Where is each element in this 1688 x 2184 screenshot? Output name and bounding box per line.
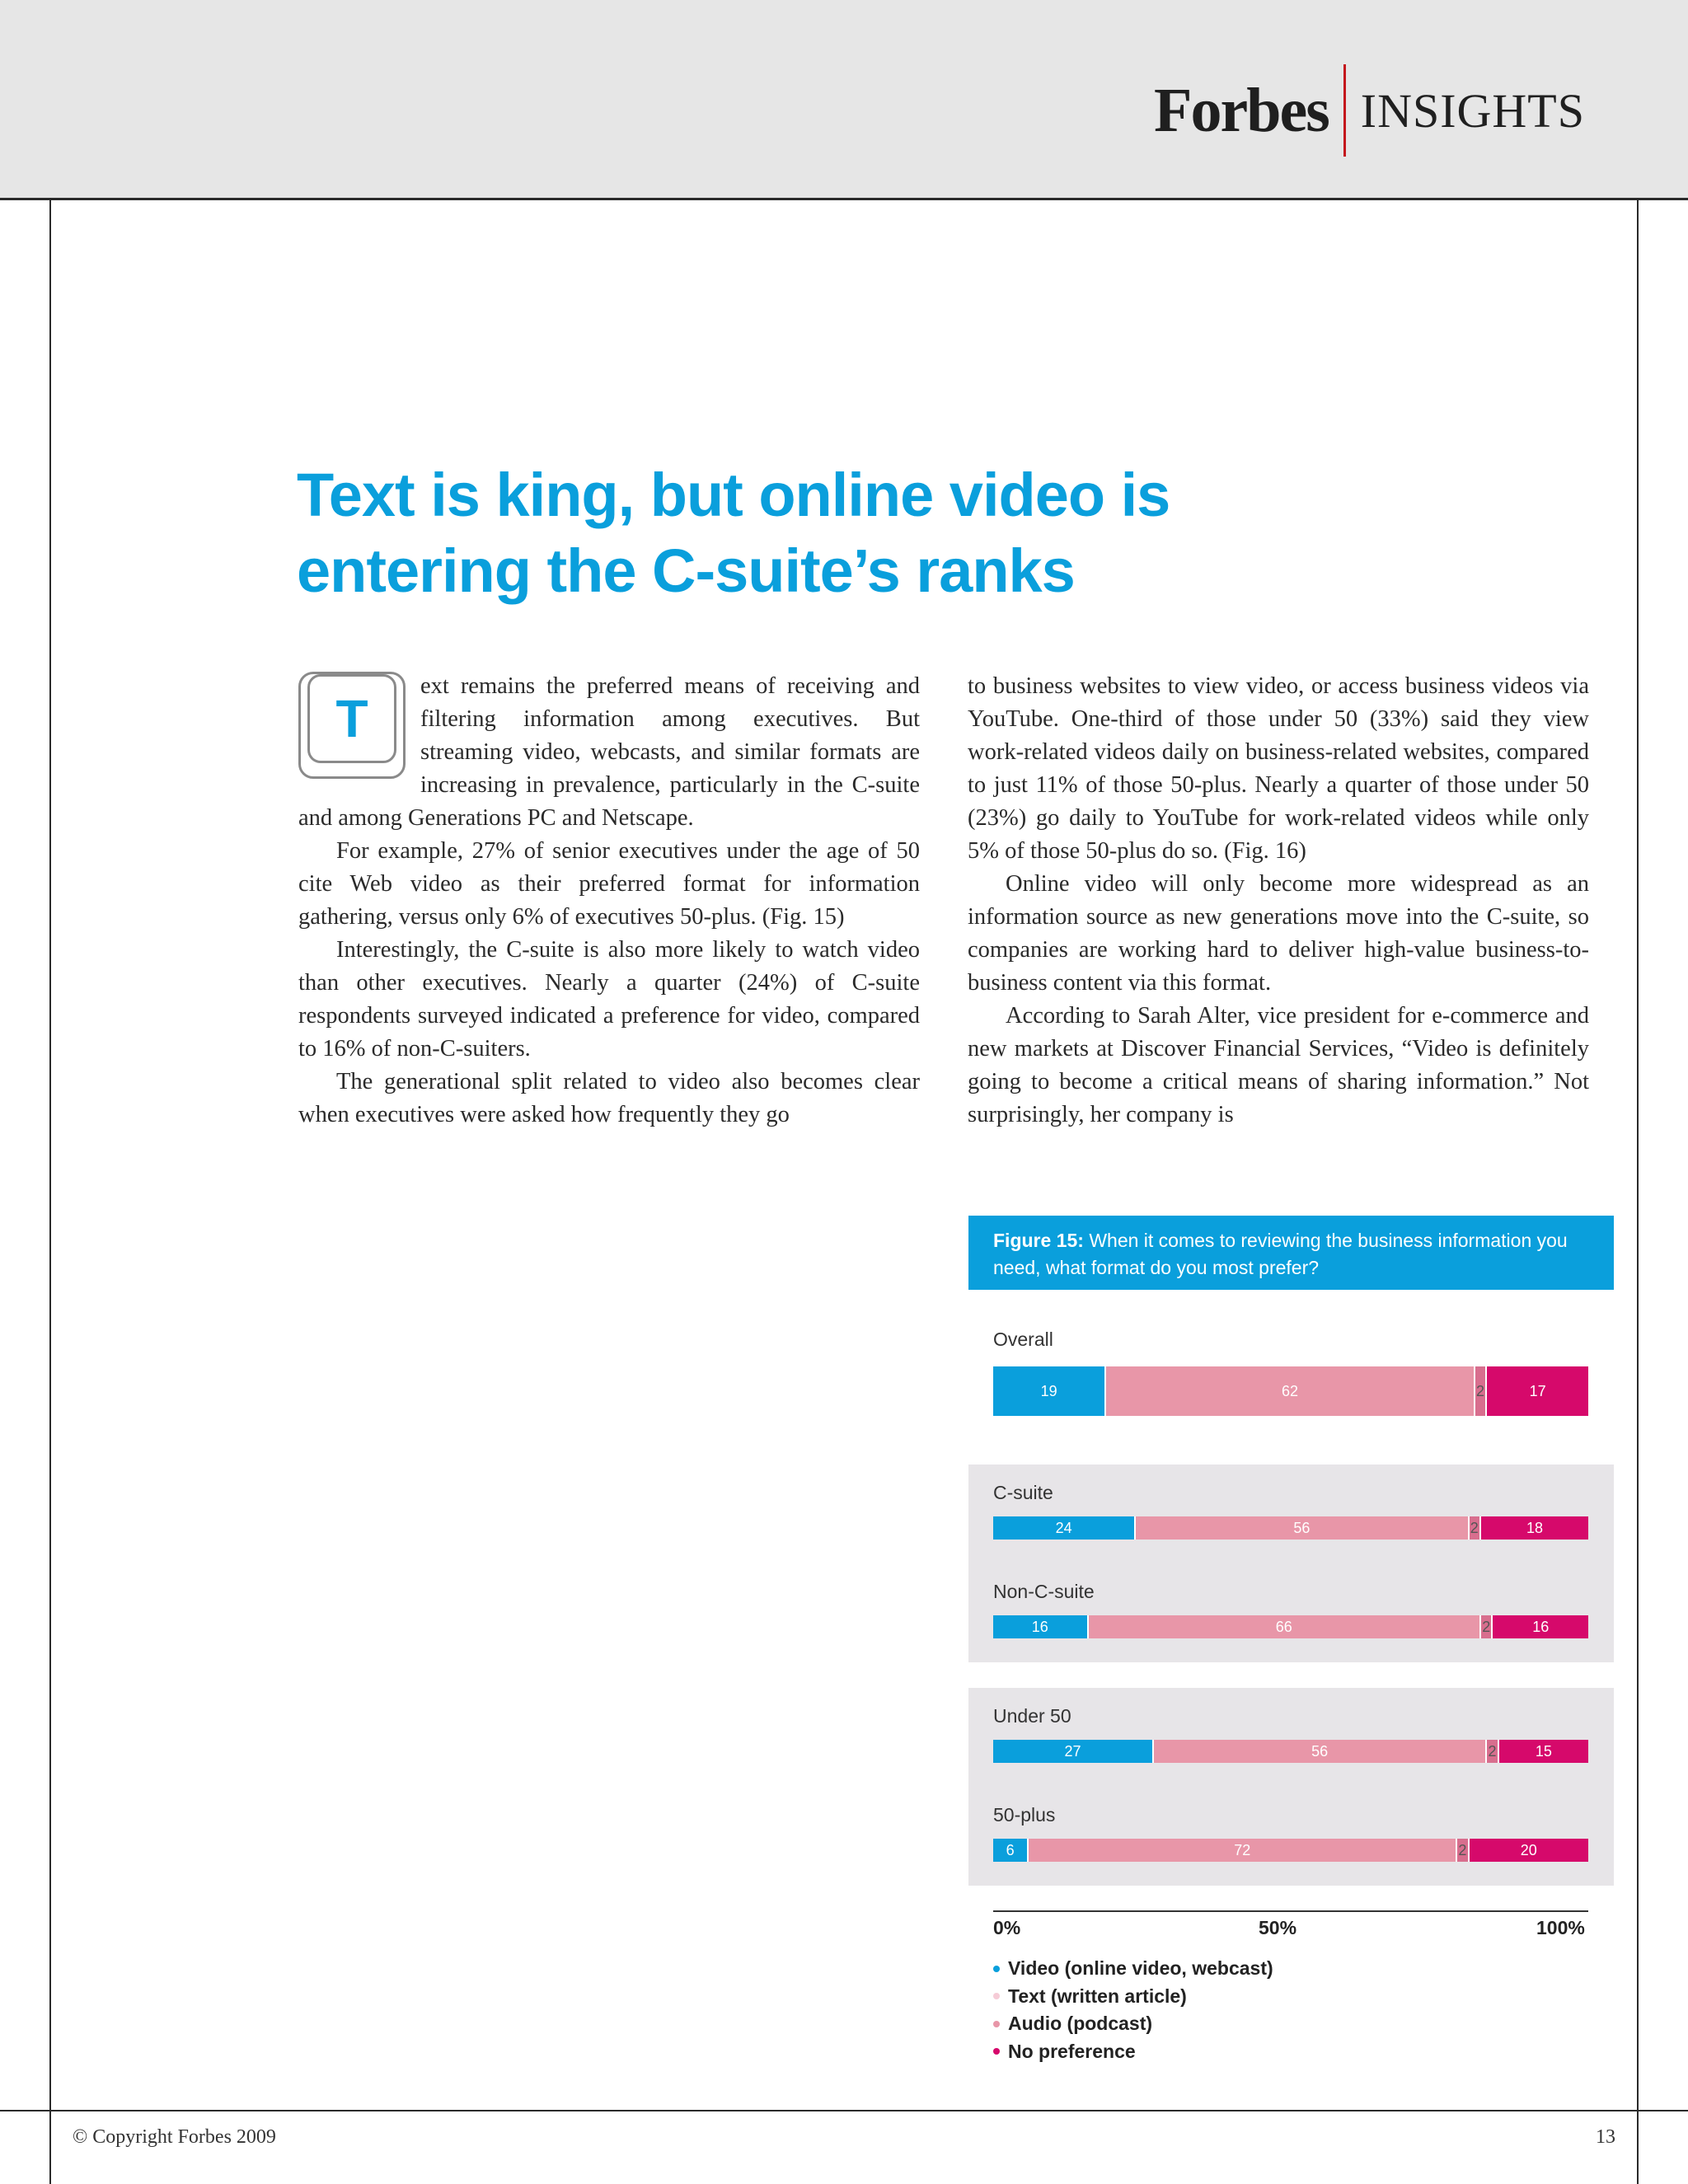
stacked-bar xyxy=(993,1366,1588,1416)
legend-item xyxy=(993,1983,1273,2011)
legend-label: No preference xyxy=(1008,2040,1136,2062)
footer-rule xyxy=(0,2110,1688,2111)
logo-insights: INSIGHTS xyxy=(1360,83,1585,138)
bar-segment: 16 xyxy=(993,1615,1089,1638)
dropcap-letter: T xyxy=(307,674,396,763)
bar-segment: 6 xyxy=(993,1839,1029,1862)
category-label: C-suite xyxy=(993,1482,1053,1503)
frame-left-rule xyxy=(49,198,51,2184)
paragraph: ext remains the preferred means of receiving and filtering information among executives. But streaming video, webcasts, and similar formats are increasing in prevalence, particularly in the C-suite and among Generations PC and Netscape. xyxy=(298,673,920,831)
x-axis-line xyxy=(993,1910,1588,1912)
paragraph: According to Sarah Alter, vice president for e-commerce and new markets at Discover Financial Services, “Video is definitely going to become a critical means of sharing information.” Not surprisingly, her company is xyxy=(968,1003,1589,1127)
legend-label: Text (written article) xyxy=(1008,1985,1187,2007)
bar-segment: 27 xyxy=(993,1740,1154,1763)
forbes-insights-logo xyxy=(1154,64,1585,157)
bar-segment: 2 xyxy=(1475,1366,1487,1416)
page-number: 13 xyxy=(1596,2126,1615,2148)
x-tick-label: 100% xyxy=(1536,1917,1585,1938)
paragraph: to business websites to view video, or access business videos via YouTube. One-third of those under 50 (33%) said they view work-related videos daily on business-related websites, compared to just 11% of those 50-plus. Nearly a quarter of those under 50 (23%) go daily to YouTube for work-related videos while only 5% of those 50-plus do so. (Fig. 16) xyxy=(968,673,1589,864)
frame-right-rule xyxy=(1637,198,1639,2184)
bar-segment: 18 xyxy=(1481,1516,1588,1540)
stacked-bar xyxy=(993,1516,1588,1540)
legend-swatch xyxy=(993,2048,1000,2055)
paragraph: Interestingly, the C-suite is also more likely to watch video than other executives. Nearly a quarter (24%) of C-suite respondents surveyed indicated a preference for video, compared to 16% of non-C-suiters. xyxy=(298,937,920,1062)
legend-label: Audio (podcast) xyxy=(1008,2013,1153,2035)
category-label: Overall xyxy=(993,1329,1053,1350)
stacked-bar xyxy=(993,1615,1588,1638)
bar-segment: 20 xyxy=(1470,1839,1588,1862)
paragraph: For example, 27% of senior executives under the age of 50 cite Web video as their preferred format for information gathering, versus only 6% of executives 50-plus. (Fig. 15) xyxy=(298,838,920,930)
body-column-right xyxy=(968,670,1589,1132)
bar-segment: 62 xyxy=(1106,1366,1475,1416)
category-label: 50-plus xyxy=(993,1804,1056,1825)
legend-swatch xyxy=(993,1966,1000,1972)
bar-segment: 72 xyxy=(1029,1839,1457,1862)
paragraph: The generational split related to video also becomes clear when executives were asked how frequently they go xyxy=(298,1069,920,1127)
dropcap-frame xyxy=(298,672,406,779)
header-band xyxy=(0,0,1688,200)
figure-label: Figure 15: xyxy=(993,1230,1084,1251)
legend-item xyxy=(993,2038,1273,2066)
x-tick-label: 0% xyxy=(993,1917,1021,1938)
x-tick-label: 50% xyxy=(1259,1917,1297,1938)
stacked-bar xyxy=(993,1740,1588,1763)
body-column-left xyxy=(298,670,920,1132)
bar-segment: 2 xyxy=(1470,1516,1481,1540)
title-line-1: Text is king, but online video is xyxy=(297,461,1170,529)
bar-segment: 2 xyxy=(1457,1839,1469,1862)
bar-segment: 2 xyxy=(1481,1615,1493,1638)
bar-segment: 15 xyxy=(1499,1740,1588,1763)
category-label: Under 50 xyxy=(993,1705,1071,1727)
chart-legend xyxy=(993,1955,1273,2065)
legend-item xyxy=(993,2010,1273,2038)
footer-copyright: © Copyright Forbes 2009 xyxy=(73,2126,276,2148)
article-title xyxy=(297,457,1286,609)
bar-segment: 19 xyxy=(993,1366,1106,1416)
bar-segment: 17 xyxy=(1487,1366,1588,1416)
legend-label: Video (online video, webcast) xyxy=(1008,1957,1273,1980)
legend-item xyxy=(993,1955,1273,1983)
figure-question: When it comes to reviewing the business information you need, what format do you most prefer? xyxy=(993,1230,1568,1278)
paragraph: Online video will only become more widespread as an information source as new generations move into the C-suite, so companies are working hard to deliver high-value business-to-business content via this format. xyxy=(968,871,1589,996)
bar-segment: 56 xyxy=(1154,1740,1487,1763)
stacked-bar xyxy=(993,1839,1588,1862)
bar-segment: 2 xyxy=(1487,1740,1498,1763)
title-line-2: entering the C-suite’s ranks xyxy=(297,537,1075,605)
logo-forbes: Forbes xyxy=(1154,75,1329,145)
bar-segment: 66 xyxy=(1089,1615,1482,1638)
legend-swatch xyxy=(993,1993,1000,1999)
category-label: Non-C-suite xyxy=(993,1581,1095,1602)
bar-segment: 16 xyxy=(1493,1615,1588,1638)
bar-segment: 56 xyxy=(1136,1516,1469,1540)
legend-swatch xyxy=(993,2021,1000,2027)
bar-segment: 24 xyxy=(993,1516,1136,1540)
figure-caption xyxy=(968,1216,1614,1290)
